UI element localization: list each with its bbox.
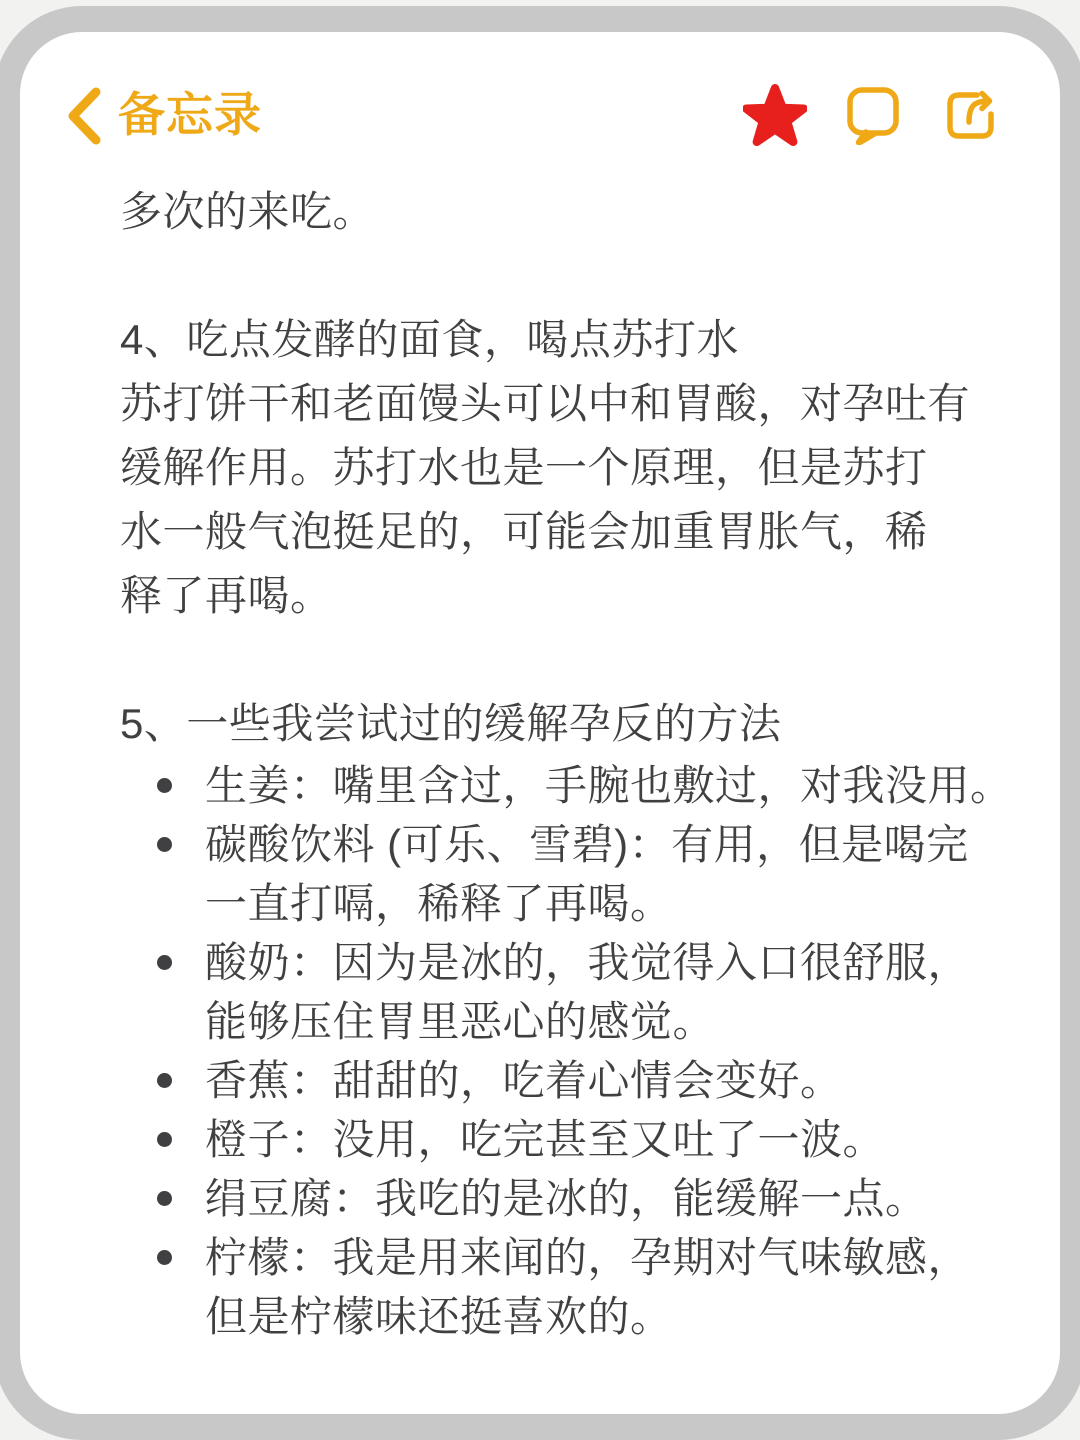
bullet-item bbox=[120, 756, 1013, 815]
note-line: 橙子：没用，吃完甚至又吐了一波。 bbox=[205, 1116, 886, 1163]
note-line: 香蕉：甜甜的，吃着心情会变好。 bbox=[205, 1057, 843, 1104]
header-actions bbox=[744, 85, 1002, 147]
bullet-dot-icon bbox=[157, 778, 172, 793]
paragraph-gap bbox=[120, 628, 980, 692]
bullet-item bbox=[120, 1051, 980, 1110]
note-line: 一直打嗝，稀释了再喝。 bbox=[205, 880, 673, 927]
bullet-dot-icon bbox=[157, 1132, 172, 1147]
note-line: 释了再喝。 bbox=[120, 572, 333, 619]
back-button-label: 备忘录 bbox=[118, 87, 262, 141]
note-body[interactable] bbox=[120, 180, 1013, 1346]
star-icon bbox=[743, 83, 807, 150]
chevron-left-icon bbox=[66, 87, 102, 145]
note-line: 柠檬：我是用来闻的，孕期对气味敏感， bbox=[205, 1234, 971, 1281]
note-line: 生姜：嘴里含过，手腕也敷过，对我没用。 bbox=[205, 762, 1013, 809]
bullet-item bbox=[120, 815, 980, 933]
note-line: 苏打饼干和老面馒头可以中和胃酸，对孕吐有 bbox=[120, 380, 971, 427]
note-line: 水一般气泡挺足的，可能会加重胃胀气，稀 bbox=[120, 508, 928, 555]
note-line: 绢豆腐：我吃的是冰的，能缓解一点。 bbox=[205, 1175, 928, 1222]
favorite-button[interactable] bbox=[744, 85, 806, 147]
note-line: 碳酸饮料 (可乐、雪碧)：有用，但是喝完 bbox=[205, 821, 969, 868]
bullet-item bbox=[120, 1228, 980, 1346]
bullet-dot-icon bbox=[157, 1191, 172, 1206]
comment-button[interactable] bbox=[842, 85, 904, 147]
bullet-dot-icon bbox=[157, 1073, 172, 1088]
note-line: 5、一些我尝试过的缓解孕反的方法 bbox=[120, 700, 782, 747]
note-line: 4、吃点发酵的面食，喝点苏打水 bbox=[120, 316, 739, 363]
note-line: 能够压住胃里恶心的感觉。 bbox=[205, 998, 716, 1045]
note-line: 多次的来吃。 bbox=[120, 188, 376, 235]
bullet-dot-icon bbox=[157, 837, 172, 852]
note-line: 但是柠檬味还挺喜欢的。 bbox=[205, 1293, 673, 1340]
bullet-item bbox=[120, 1110, 980, 1169]
comment-bubble-icon bbox=[845, 85, 901, 148]
header bbox=[66, 82, 1002, 150]
bullet-dot-icon bbox=[157, 955, 172, 970]
note-line: 酸奶：因为是冰的，我觉得入口很舒服， bbox=[205, 939, 971, 986]
paragraph-gap bbox=[120, 244, 980, 308]
share-button[interactable] bbox=[940, 85, 1002, 147]
bullet-dot-icon bbox=[157, 1250, 172, 1265]
note-line: 缓解作用。苏打水也是一个原理，但是苏打 bbox=[120, 444, 928, 491]
share-icon bbox=[942, 86, 1000, 147]
back-button[interactable] bbox=[66, 87, 262, 145]
bullet-item bbox=[120, 933, 980, 1051]
bullet-item bbox=[120, 1169, 980, 1228]
